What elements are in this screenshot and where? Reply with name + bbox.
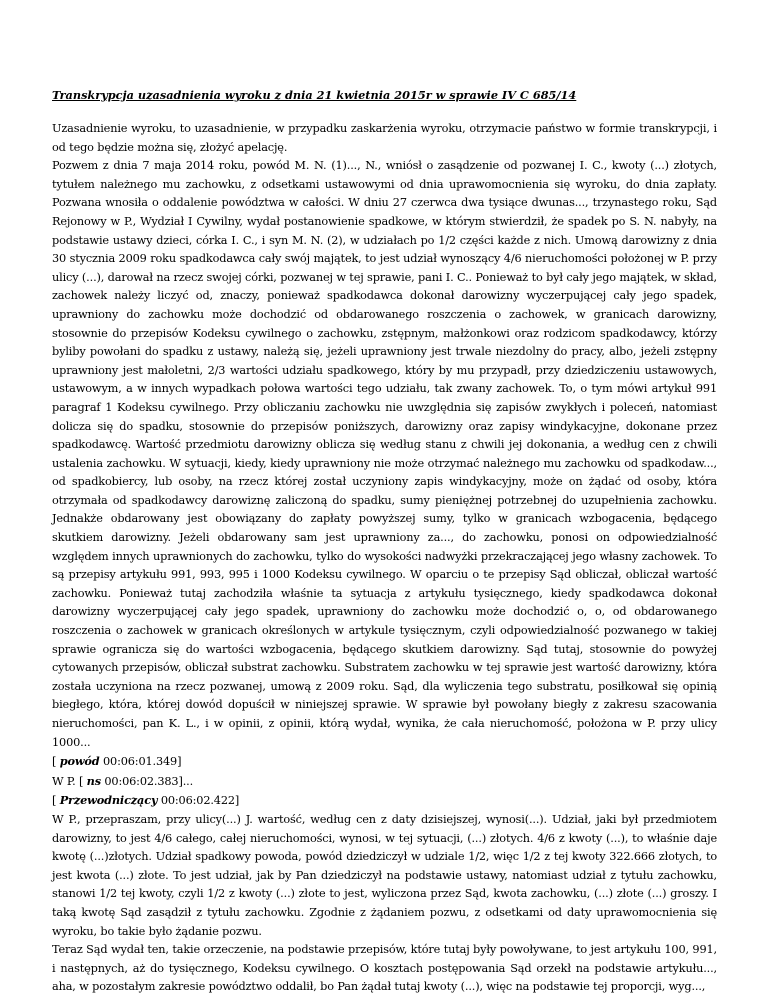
paragraph-ruling: Teraz Sąd wydał ten, takie orzeczenie, na podstawie przepisów, które tutaj były powoływane, to jest artykułu 100, 991, i następnych, aż do tysięcznego, Kodeksu cywilnego. O kosztach postępowania Sąd orzekł na podstawie artykułu..., aha, w pozostałym zakresie powództwo oddalił, bo Pan żądał tutaj kwoty (...), więc na podstawie tej proporcji, wyg...,: [52, 943, 717, 994]
paragraph-main: Pozwem z dnia 7 maja 2014 roku, powód M. N. (1)..., N., wniósł o zasądzenie od pozwanej I. C., kwoty (...) złotych, tytułem należnego mu zachowku, z odsetkami ustawowymi od dnia uprawomocnienia się wyroku, do dnia zapłaty. Pozwana wnosiła o oddalenie powództwa w całości. W dniu 27 czerwca dwa tysiące dwunas..., trzynastego roku, Sąd Rejonowy w P., Wydział I Cywilny, wydał postanowienie spadkowe, w którym stwierdził, że spadek po S. N. nabyły, na podstawie ustawy dzieci, córka I. C., i syn M. N. (2), w udziałach po 1/2 części każde z nich. Umową darowizny z dnia 30 stycznia 2009 roku spadkodawca cały swój majątek, to jest udział wynoszący 4/6 nieruchomości położonej w P. przy ulicy (...), darował na rzecz swojej córki, pozwanej w tej sprawie, pani I. C.. Ponieważ to był cały jego majątek, w skład, zachowek należy liczyć od, znaczy, ponieważ spadkodawca dokonał darowizny wyczerpującej cały jego spadek, uprawniony do zachowku może dochodzić od obdarowanego roszczenia o zachowek, w granicach darowizny, stosownie do przepisów Kodeksu cywilnego o zachowku, zstępnym, małżonkowi oraz rodzicom spadkodawcy, którzy byliby powołani do spadku z ustawy, należą się, jeżeli uprawniony jest trwale niezdolny do pracy, albo, jeżeli zstępny uprawniony jest małoletni, 2/3 wartości udziału spadkowego, który by mu przypadł, przy dziedziczeniu ustawowych, ustawowym, a w innych wypadkach połowa wartości tego udziału, tak zwany zachowek. To, o tym mówi artykuł 991 paragraf 1 Kodeksu cywilnego. Przy obliczaniu zachowku nie uwzględnia się zapisów zwykłych i poleceń, natomiast dolicza się do spadku, stosownie do przepisów poniższych, darowizny oraz zapisy windykacyjne, dokonane przez spadkodawcę. Wartość przedmiotu darowizny oblicza się według stanu z chwili jej dokonania, a według cen z chwili ustalenia zachowku. W sytuacji, kiedy, kiedy uprawniony nie może otrzymać należnego mu zachowku od spadkodaw..., od spadkobiercy, lub osoby, na rzecz której został uczyniony zapis windykacyjny, może on żądać od osoby, która otrzymała od spadkodawcy darowiznę zaliczoną do spadku, sumy pieniężnej potrzebnej do uzupełnienia zachowku. Jednakże obdarowany jest obowiązany do zapłaty powyższej sumy, tylko w granicach wzbogacenia, będącego skutkiem darowizny. Jeżeli obdarowany sam jest uprawniony za..., do zachowku, ponosi on odpowiedzialność względem innych uprawnionych do zachowku, tylko do wysokości nadwyżki przekraczającej jego własny zachowek. To są przepisy artykułu 991, 993, 995 i 1000 Kodeksu cywilnego. W oparciu o te przepisy Sąd obliczał, obliczał wartość zachowku. Ponieważ tutaj zachodziła właśnie ta sytuacja z artykułu tysięcznego, kiedy spadkodawca dokonał darowizny wyczerpującej cały jego spadek, uprawniony do zachowku może dochodzić o, o, od obdarowanego roszczenia o zachowek w granicach określonych w artykule tysięcznym, czyli odpowiedzialność pozwanego w takiej sprawie ogranicza się do wartości wzbogacenia, będącego skutkiem darowizny. Sąd tutaj, stosownie do powyżej cytowanych przepisów, obliczał substrat zachowku. Substratem zachowku w tej sprawie jest wartość darowizny, która została uczyniona na rzecz pozwanej, umową z 2009 roku. Sąd, dla wyliczenia tego substratu, posiłkował się opinią biegłego, która, której dowód dopuścił w niniejszej sprawie. W sprawie był powołany biegły z zakresu szacowania nieruchomości, pan K. L., i w opinii, z opinii, którą wydał, wynika, że cała nieruchomość, położona w P. przy ulicy 1000...: [52, 159, 717, 749]
document-body: [52, 120, 717, 997]
speaker-tag-przewodniczacy: [ Przewodniczący 00:06:02.422]: [52, 793, 240, 808]
paragraph-intro: Uzasadnienie wyroku, to uzasadnienie, w przypadku zaskarżenia wyroku, otrzymacie państwo w formie transkrypcji, i od tego będzie można się, złożyć apelację.: [52, 122, 717, 154]
speaker-tag-powod: [ powód 00:06:01.349]: [52, 754, 182, 769]
document-title: Transkrypcja uzasadnienia wyroku z dnia 21 kwietnia 2015r w sprawie IV C 685/14: [52, 88, 577, 102]
paragraph-calculation: W P., przepraszam, przy ulicy(...) J. wartość, według cen z daty dzisiejszej, wynosi(...). Udział, jaki był przedmiotem darowizny, to jest 4/6 całego, całej nieruchomości, wynosi, w tej sytuacji, (...) złotych. 4/6 z kwoty (...), to właśnie daje kwotę (...)złotych. Udział spadkowy powoda, powód dziedziczył w udziale 1/2, więc 1/2 z tej kwoty 322.666 złotych, to jest kwota (...) złote. To jest udział, jak by Pan dziedziczył na podstawie ustawy, natomiast udział z tytułu zachowku, stanowi 1/2 tej kwoty, czyli 1/2 z kwoty (...) złote to jest, wyliczona przez Sąd, kwota zachowku, (...) złote (...) groszy. I taką kwotę Sąd zasądził z tytułu zachowku. Zgodnie z żądaniem pozwu, z odsetkami od daty uprawomocnienia się wyroku, bo takie było żądanie pozwu.: [52, 812, 717, 938]
speaker-tag-ns: W P. [ ns 00:06:02.383]...: [52, 773, 194, 788]
